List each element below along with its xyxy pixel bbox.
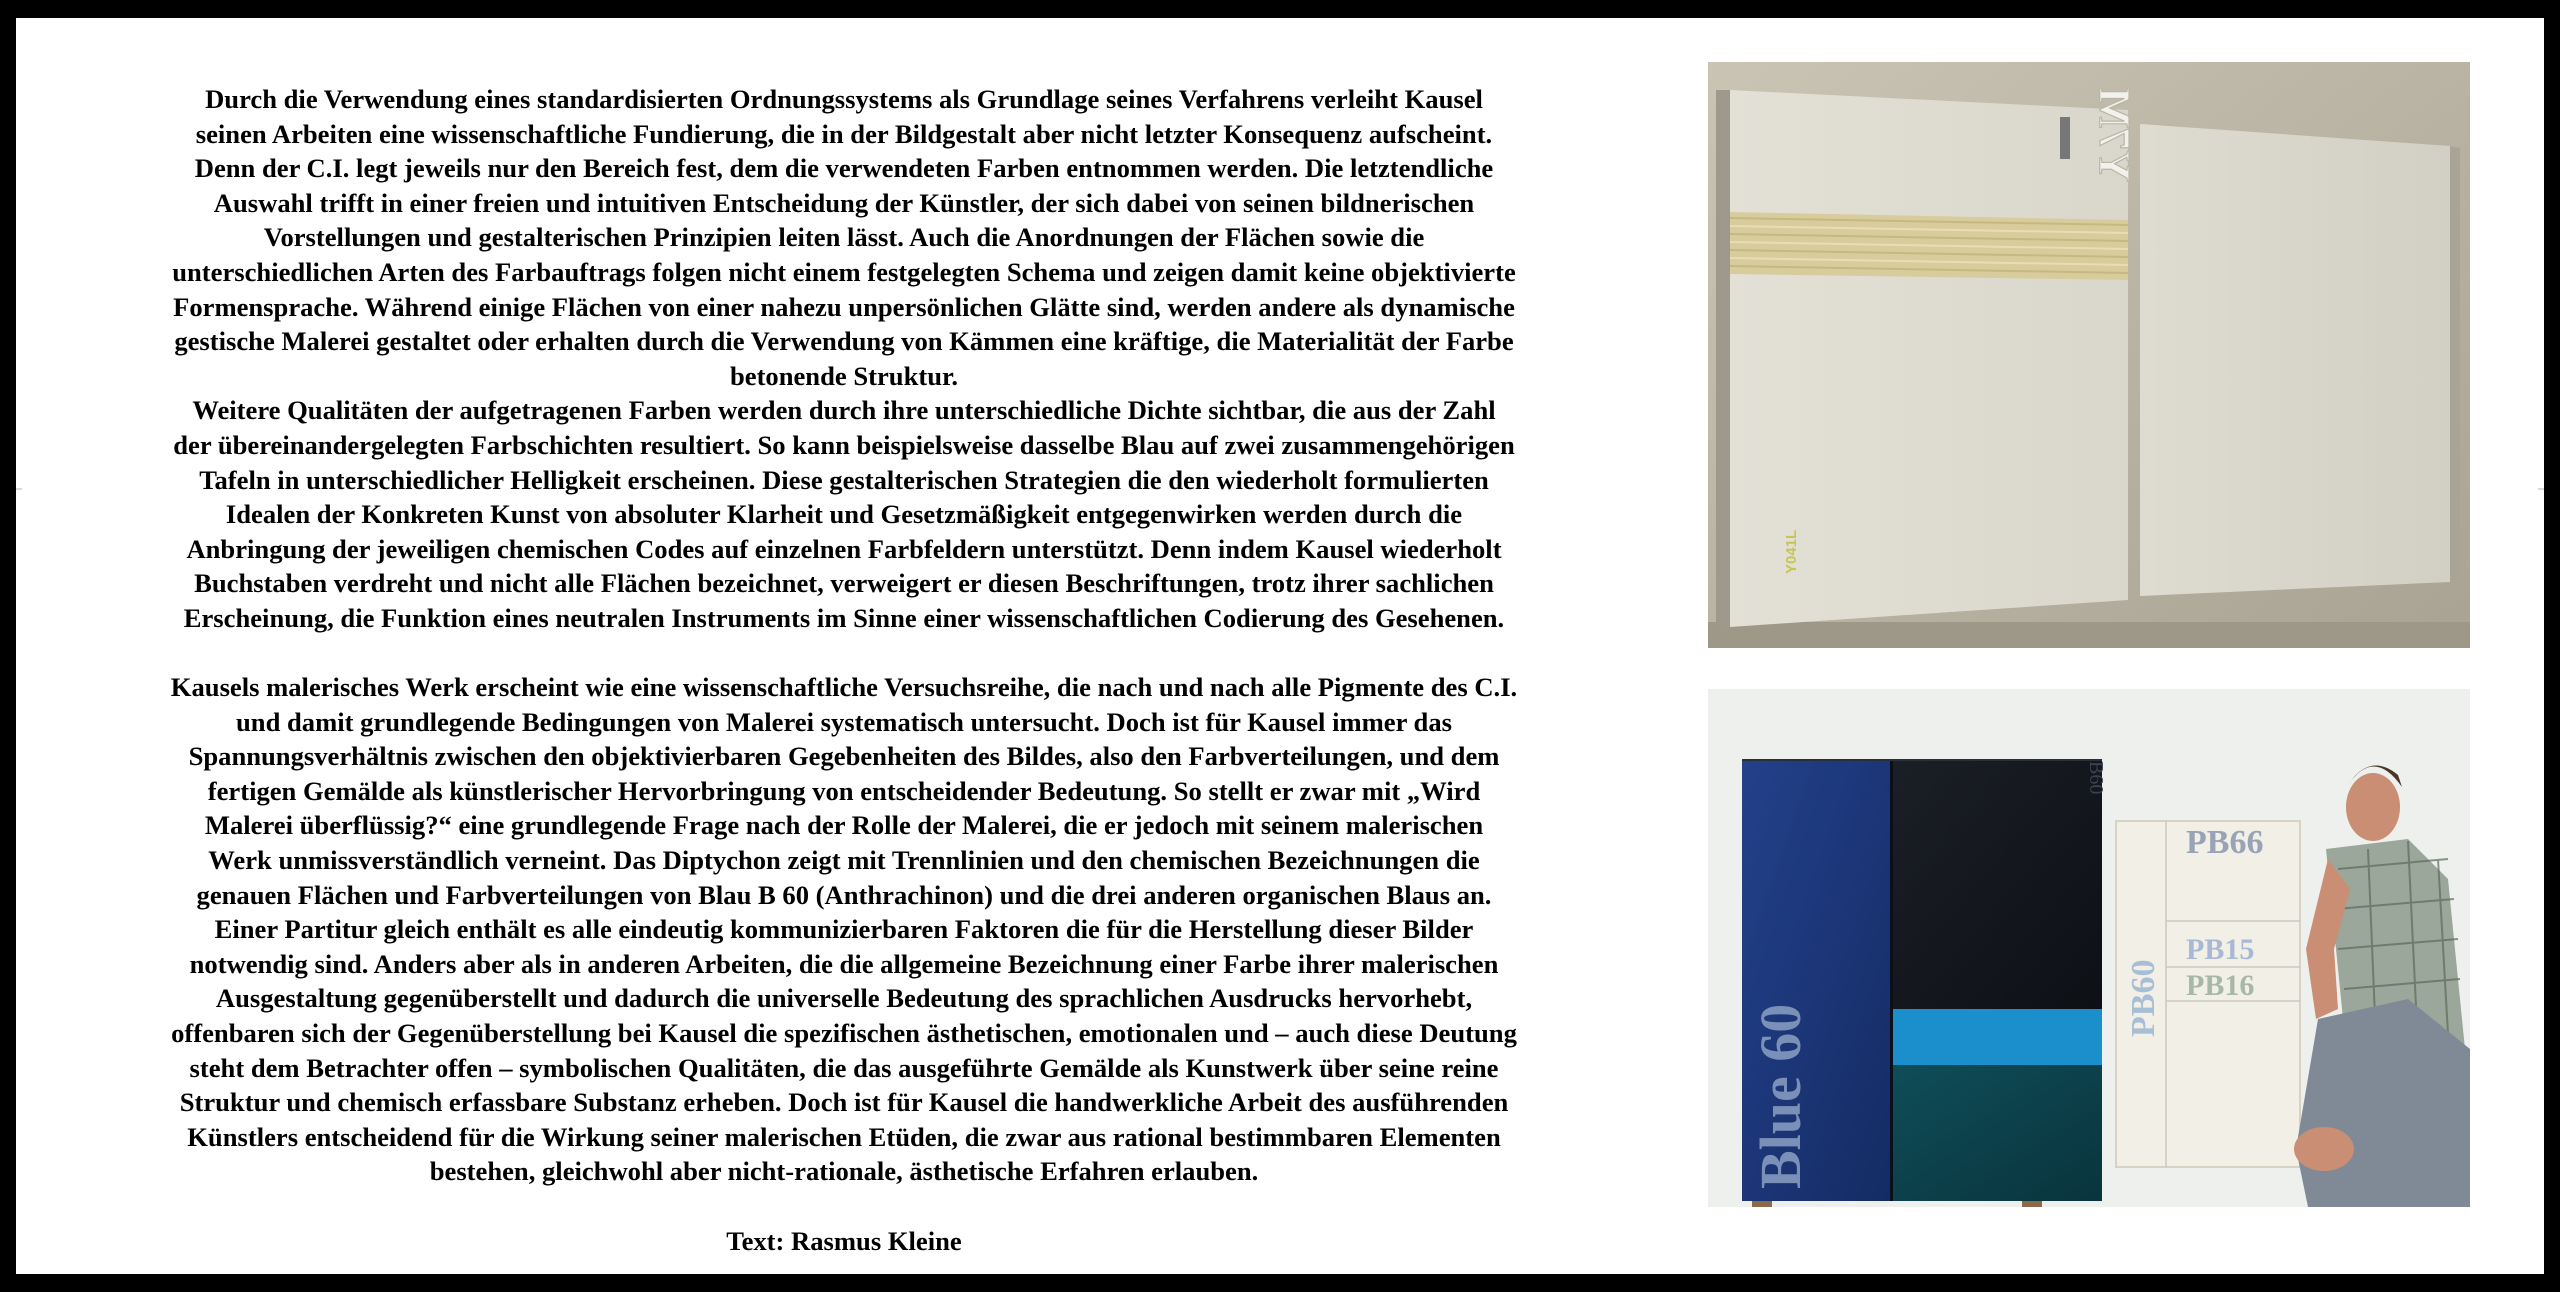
paragraph-spacer [54, 1189, 1634, 1224]
pb15-label: PB15 [2186, 933, 2255, 966]
diptych-wall-image [1708, 62, 2470, 648]
gray-tab-mark [2060, 117, 2070, 159]
artist-paintings-image [1708, 689, 2470, 1207]
canvas-right [2140, 124, 2450, 596]
pb16-label: PB16 [2186, 969, 2255, 1002]
mirrored-label: Y7M [2090, 86, 2139, 182]
pb66-label: PB66 [2186, 824, 2264, 861]
pb60-label: PB60 [2125, 959, 2162, 1037]
article-paragraph-2: Weitere Qualitäten der aufgetragenen Farben werden durch ihre unterschiedliche Dichte sichtbar, die aus der Zahl der übereinandergelegten Farbschichten resultiert. So kann beispielsweise dasselbe Blau auf zwei zusammengehörigen Tafeln in unterschiedlicher Helligkeit erscheinen. Diese gestalterischen Strategien die den wiederholt formulierten Idealen der Konkreten Kunst von absoluter Klarheit und Gesetzmäßigkeit entgegenwirken werden durch die Anbringung der jeweiligen chemischen Codes auf einzelnen Farbfeldern unterstützt. Denn indem Kausel wiederholt Buchstaben verdreht und nicht alle Flächen bezeichnet, verweigert er diesen Beschriftungen, trotz ihrer sachlichen Erscheinung, die Funktion eines neutralen Instruments im Sinne einer wissenschaftlichen Codierung des Gesehenen. [173, 395, 1515, 633]
blue-60-label: Blue 60 [1748, 1003, 1813, 1189]
paragraph-spacer [54, 636, 1634, 671]
textured-band [1730, 212, 2128, 280]
article-credit: Text: Rasmus Kleine [726, 1225, 962, 1256]
photo-diptych-wall [1708, 62, 2470, 648]
painting-blue-60 [1742, 759, 2107, 1207]
edge-tick [16, 488, 22, 490]
article-paragraph-1: Durch die Verwendung eines standardisierten Ordnungssystems als Grundlage seines Verfahrens verleiht Kausel seinen Arbeiten eine wissenschaftliche Fundierung, die in der Bildgestalt aber nicht letzter Konsequenz aufscheint. Denn der C.I. legt jeweils nur den Bereich fest, dem die verwendeten Farben entnommen werden. Die letztendliche Auswahl trifft in einer freien und intuitiven Entscheidung der Künstler, der sich dabei von seinen bildnerischen Vorstellungen und gestalterischen Prinzipien leiten lässt. Auch die Anordnungen der Flächen sowie die unterschiedlichen Arten des Farbauftrags folgen nicht einem festgelegten Schema und zeigen damit keine objektivierte Formensprache. Während einige Flächen von einer nahezu unpersönlichen Glätte sind, werden andere als dynamische gestische Malerei gestaltet oder erhalten durch die Verwendung von Kämmen eine kräftige, die Materialität der Farbe betonende Struktur. [172, 84, 1516, 391]
article-text [54, 82, 1634, 1258]
edge-tick [2538, 488, 2544, 490]
article-paragraph-3: Kausels malerisches Werk erscheint wie eine wissenschaftliche Versuchsreihe, die nach und nach alle Pigmente des C.I. und damit grundlegende Bedingungen von Malerei systematisch untersucht. Doch ist für Kausel immer das Spannungsverhältnis zwischen den objektivierbaren Gegebenheiten des Bildes, also den Farbverteilungen, und dem fertigen Gemälde als künstlerischer Hervorbringung von entscheidender Bedeutung. So stellt er zwar mit „Wird Malerei überflüssig?“ eine grundlegende Frage nach der Rolle der Malerei, die er jedoch mit seinem malerischen Werk unmissverständlich verneint. Das Diptychon zeigt mit Trennlinien und den chemischen Bezeichnungen die genauen Flächen und Farbverteilungen von Blau B 60 (Anthrachinon) und die drei anderen organischen Blaus an. Einer Partitur gleich enthält es alle eindeutig kommunizierbaren Faktoren die für die Herstellung dieser Bilder notwendig sind. Anders aber als in anderen Arbeiten, die die allgemeine Bezeichnung einer Farbe ihrer malerischen Ausgestaltung gegenüberstellt und dadurch die universelle Bedeutung des sprachlichen Ausdrucks hervorhebt, offenbaren sich der Gegenüberstellung bei Kausel die spezifischen ästhetischen, emotionalen und – auch diese Deutung steht dem Betrachter offen – symbolischen Qualitäten, die das ausgeführte Gemälde als Kunstwerk über seine reine Struktur und chemisch erfassbare Substanz erheben. Doch ist für Kausel die handwerkliche Arbeit des ausführenden Künstlers entscheidend für die Wirkung seiner malerischen Etüden, die zwar aus rational bestimmbaren Elementen bestehen, gleichwohl aber nicht-rationale, ästhetische Erfahren erlauben. [170, 672, 1518, 1187]
photo-artist-paintings [1708, 689, 2470, 1207]
small-yellow-code: Y041L [1783, 529, 1800, 574]
page-background [16, 18, 2544, 1274]
b60-label: B60 [2085, 761, 2107, 795]
painting-pb-codes [2116, 821, 2300, 1167]
canvas-left-edge [1716, 90, 1730, 627]
